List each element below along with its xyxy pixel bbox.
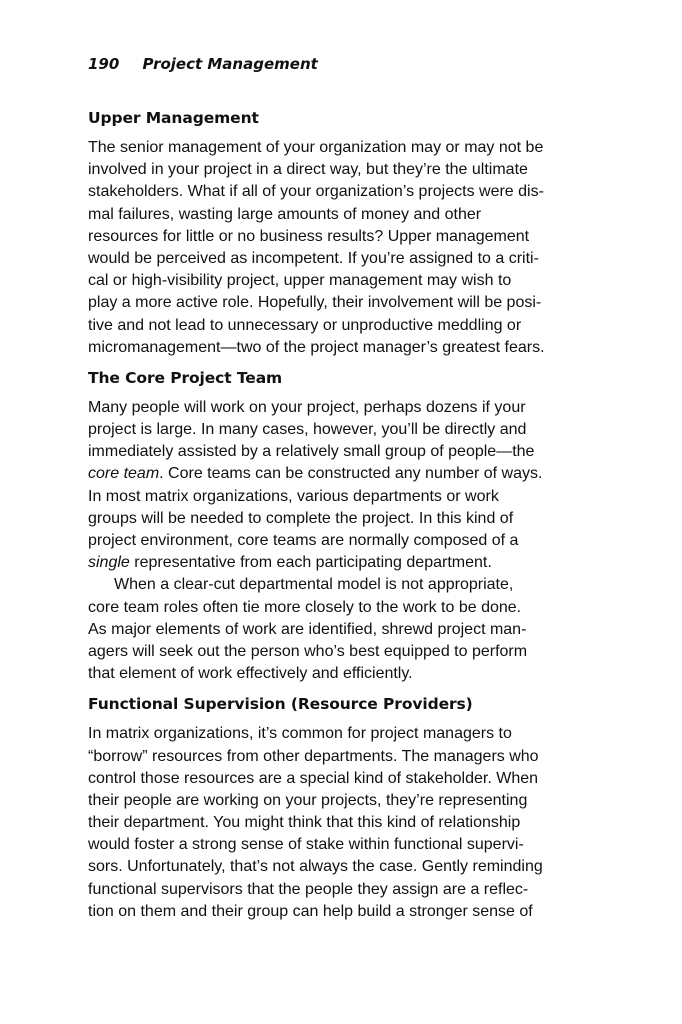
section-functional-supervision xyxy=(88,689,608,923)
body-line: In matrix organizations, it’s common for project managers to xyxy=(88,725,512,743)
book-page xyxy=(88,50,608,927)
body-line-indented: When a clear-cut departmental model is not appropriate, xyxy=(114,576,514,594)
section-heading: The Core Project Team xyxy=(88,368,283,387)
section-heading: Upper Management xyxy=(88,109,259,127)
body-line: their department. You might think that this kind of relationship xyxy=(88,814,521,832)
body-line: resources for little or no business results? Upper management xyxy=(88,227,530,245)
section-heading: Functional Supervision (Resource Providers) xyxy=(88,695,473,714)
body-line: groups will be needed to complete the project. In this kind of xyxy=(88,509,514,527)
body-line: control those resources are a special kind of stakeholder. When xyxy=(88,769,539,787)
body-line: “borrow” resources from other departments. The managers who xyxy=(88,747,539,765)
body-line xyxy=(88,552,608,574)
emphasis-term: core team xyxy=(88,465,160,483)
page-number: 190 xyxy=(88,55,120,73)
emphasis-term: single xyxy=(88,554,130,572)
body-line: As major elements of work are identified, shrewd project man- xyxy=(88,620,527,638)
line-rest: representative from each participating department. xyxy=(129,554,492,572)
line-rest: . Core teams can be constructed any number of ways. xyxy=(159,465,543,483)
book-title: Project Management xyxy=(142,55,318,73)
running-head xyxy=(88,50,608,78)
body-line: would be perceived as incompetent. If you’re assigned to a criti- xyxy=(88,249,539,267)
body-line: core team roles often tie more closely to the work to be done. xyxy=(88,598,522,616)
section-body xyxy=(88,397,608,685)
section-body xyxy=(88,723,608,923)
body-line: stakeholders. What if all of your organization’s projects were dis- xyxy=(88,183,544,201)
body-line: that element of work effectively and efficiently. xyxy=(88,665,413,683)
body-line: tive and not lead to unnecessary or unproductive meddling or xyxy=(88,316,522,334)
body-line: would foster a strong sense of stake within functional supervi- xyxy=(88,836,524,854)
body-line: cal or high-visibility project, upper management may wish to xyxy=(88,272,512,290)
body-line: micromanagement—two of the project manager’s greatest fears. xyxy=(88,338,545,356)
body-line: immediately assisted by a relatively small group of people—the xyxy=(88,443,535,461)
body-line: In most matrix organizations, various departments or work xyxy=(88,487,499,505)
body-line: play a more active role. Hopefully, their involvement will be posi- xyxy=(88,294,542,312)
body-line: agers will seek out the person who’s best equipped to perform xyxy=(88,642,528,660)
body-line: their people are working on your projects, they’re representing xyxy=(88,791,528,809)
body-line: The senior management of your organization may or may not be xyxy=(88,139,544,156)
section-core-project-team xyxy=(88,363,608,685)
body-line: functional supervisors that the people they assign are a reflec- xyxy=(88,880,529,898)
body-line: project is large. In many cases, however, you’ll be directly and xyxy=(88,421,527,439)
section-upper-management xyxy=(88,103,608,359)
body-line: sors. Unfortunately, that’s not always the case. Gently reminding xyxy=(88,858,543,876)
body-line: mal failures, wasting large amounts of money and other xyxy=(88,205,482,223)
section-body xyxy=(88,137,608,359)
body-line: project environment, core teams are normally composed of a xyxy=(88,532,519,549)
body-line: Many people will work on your project, perhaps dozens if your xyxy=(88,398,526,416)
body-line xyxy=(88,463,608,485)
body-line: tion on them and their group can help build a stronger sense of xyxy=(88,902,533,920)
body-line: involved in your project in a direct way, but they’re the ultimate xyxy=(88,161,528,179)
